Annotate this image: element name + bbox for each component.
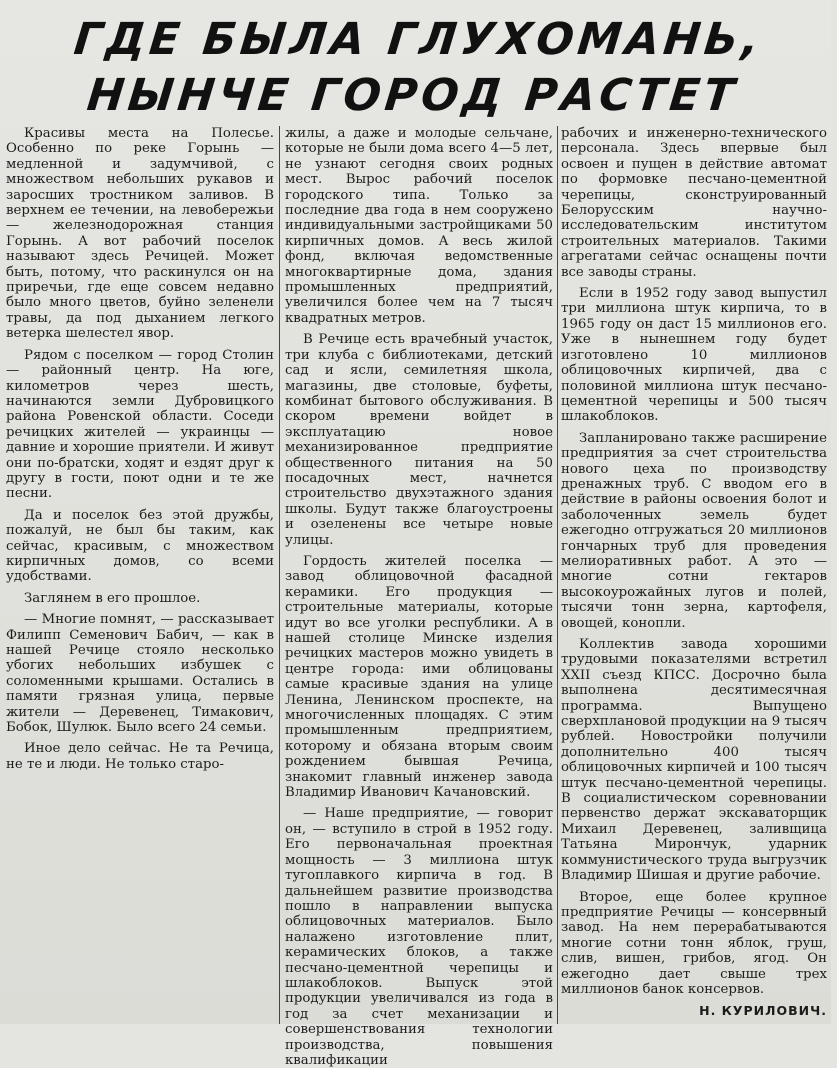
- paragraph: Иное дело сейчас. Не та Речица, не те и люди. Не только старо-: [6, 741, 274, 772]
- paragraph: Второе, еще более крупное предприятие Речицы — консервный завод. На нем перерабатываются многие сотни тонн яблок, груш, слив, вишен, грибов, ягод. Он ежегодно дает свыше трех миллионов банок консервов.: [561, 889, 827, 997]
- paragraph: Запланировано также расширение предприятия за счет строительства нового цеха по производству дренажных труб. С вводом его в действие в районы освоения болот и заболоченных земель будет ежегодно отгружаться 20 миллионов гончарных труб для проведения мелиоративных работ. А это — многие сотни гектаров высокоурожайных лугов и полей, тысячи тонн зерна, картофеля, овощей, конопли.: [561, 430, 827, 631]
- paragraph: Заглянем в его прошлое.: [24, 590, 201, 606]
- paragraph: рабочих и инженерно-технического персонала. Здесь впервые был освоен и пущен в действие автомат по формовке песчано-цементной черепицы, сконструированный Белорусским научно-исследовательским институтом строительных материалов. Такими агрегатами сейчас оснащены почти все заводы страны.: [561, 126, 827, 280]
- article-column-2: [285, 126, 553, 1068]
- headline-line-2: НЫНЧЕ ГОРОД РАСТЕТ: [84, 70, 741, 121]
- author-signature: Н. КУРИЛОВИЧ.: [699, 1003, 827, 1019]
- paragraph: Да и поселок без этой дружбы, пожалуй, не был бы таким, как сейчас, красивым, с множеством кирпичных домов, со всеми удобствами.: [6, 507, 274, 585]
- paragraph: Коллектив завода хорошими трудовыми показателями встретил XXII съезд КПСС. Досрочно была выполнена десятимесячная программа. Выпущено сверхплановой продукции на 9 тысяч рублей. Новостройки получили дополнительно 400 тысяч облицовочных кирпичей и 100 тысяч штук песчано-цементной черепицы. В социалистическом соревновании первенство держат экскаваторщик Михаил Деревенец, заливщица Татьяна Мирончук, ударник коммунистического труда выгрузчик Владимир Шишая и другие рабочие.: [561, 637, 827, 884]
- column-rule-2: [557, 126, 558, 1024]
- article-column-1: [6, 126, 274, 1022]
- article-column-3: [561, 126, 827, 1022]
- paragraph: — Многие помнят, — рассказывает Филипп Семенович Бабич, — как в нашей Речице стояло несколько убогих небольших избушек с соломенными крышами. Остались в памяти грязная улица, первые жители — Деревенец, Тимакович, Бобок, Шулюк. Было всего 24 семьи.: [6, 612, 274, 736]
- paragraph: В Речице есть врачебный участок, три клуба с библиотеками, детский сад и ясли, семилетняя школа, магазины, две столовые, буфеты, комбинат бытового обслуживания. В скором времени войдет в эксплуатацию новое механизированное предприятие общественного питания на 50 посадочных мест, начнется строительство двухэтажного здания школы. Будут также благоустроены и озеленены все четыре новые улицы.: [285, 332, 553, 548]
- paragraph: Рядом с поселком — город Столин — районный центр. На юге, километров через шесть, начинаются земли Дубровицкого района Ровенской области. Соседи речицких жителей — украинцы — давние и хорошие приятели. И живут они по-братски, ходят и ездят друг к другу в гости, поют одни и те же песни.: [6, 347, 274, 502]
- paragraph: Гордость жителей поселка — завод облицовочной фасадной керамики. Его продукция — строительные материалы, которые идут во все уголки республики. А в нашей столице Минске изделия речицких мастеров можно увидеть в центре города: ими облицованы самые красивые здания на улице Ленина, Ленинском проспекте, на многочисленных площадях. С этим промышленным предприятием, которому и обязана вторым своим рождением бывшая Речица, знакомит главный инженер завода Владимир Иванович Качановский.: [285, 553, 553, 801]
- column-rule-1: [279, 126, 280, 1024]
- paragraph: жилы, а даже и молодые сельчане, которые не были дома всего 4—5 лет, не узнают сегодня своих родных мест. Вырос рабочий поселок городского типа. Только за последние два года в нем сооружено индивидуальными застройщиками 50 кирпичных домов. А весь жилой фонд, включая ведомственные многоквартирные дома, здания промышленных предприятий, увеличился более чем на 7 тысяч квадратных метров.: [285, 126, 553, 326]
- headline-line-1: ГДЕ БЫЛА ГЛУХОМАНЬ,: [71, 14, 766, 65]
- paragraph: Красивы места на Полесье. Особенно по реке Горынь — медленной и задумчивой, с множеством небольших рукавов и заросших тростником заливов. В верхнем ее течении, на левобережьи — железнодорожная станция Горынь. А вот рабочий поселок называют здесь Речицей. Может быть, потому, что раскинулся он на приречьи, где еще совсем недавно было много цветов, буйно зеленели травы, да под дыханием легкого ветерка шелестел явор.: [6, 126, 274, 342]
- article-headline: [0, 12, 837, 124]
- paragraph: Если в 1952 году завод выпустил три миллиона штук кирпича, то в 1965 году он даст 15 миллионов его. Уже в нынешнем году будет изготовлено 10 миллионов облицовочных кирпичей, два с половиной миллиона штук песчано-цементной черепицы и 500 тысяч шлакоблоков.: [561, 286, 827, 425]
- paragraph: — Наше предприятие, — говорит он, — вступило в строй в 1952 году. Его первоначальная проектная мощность — 3 миллиона штук тугоплавкого кирпича в год. В дальнейшем развитие производства пошло в направлении выпуска облицовочных материалов. Было налажено изготовление плит, керамических блоков, а также песчано-цементной черепицы и шлакоблоков. Выпуск этой продукции увеличивался из года в год за счет механизации и совершенствования технологии производства, повышения квалификации: [285, 806, 553, 1068]
